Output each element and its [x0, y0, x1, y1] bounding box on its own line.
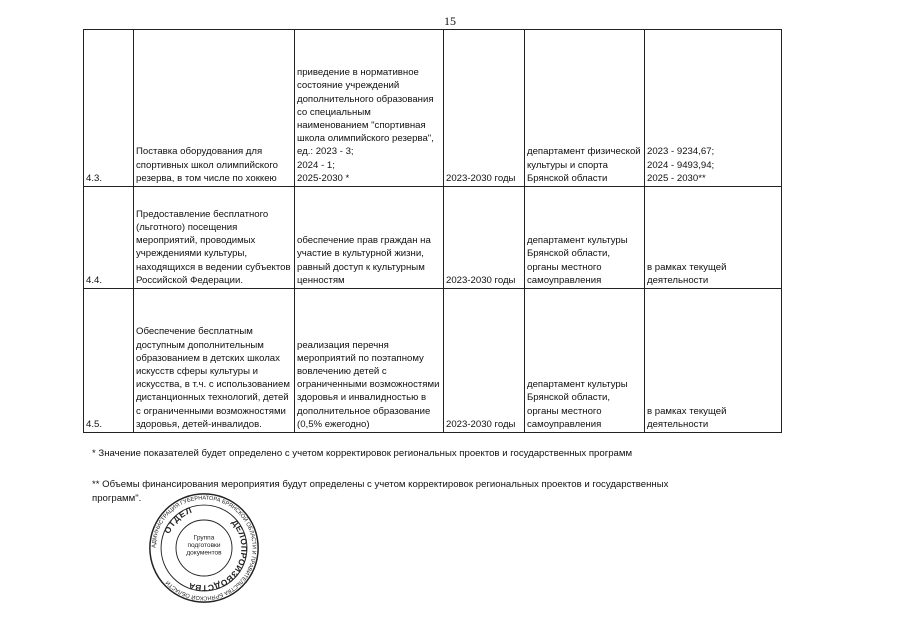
table-row [84, 30, 782, 187]
row-number: 4.3. [84, 30, 134, 187]
measure-name: Предоставление бесплатного (льготного) посещения мероприятий, проводимых учреждениями культуры, находящихся в ведении субъектов Российской Федерации. [134, 187, 295, 289]
stamp-outer-text: АДМИНИСТРАЦИЯ ГУБЕРНАТОРА БРЯНСКОЙ ОБЛАСТИ И ПРАВИТЕЛЬСТВА БРЯНСКОЙ ОБЛАСТИ [151, 495, 257, 601]
page-number: 15 [444, 14, 456, 28]
measure-executor: департамент физической культуры и спорта Брянской области [525, 30, 645, 187]
measure-indicator: реализация перечня мероприятий по поэтапному вовлечению детей с ограниченными возможностями здоровья и инвалидностью в дополнительное образование (0,5% ежегодно) [295, 289, 444, 433]
row-number: 4.5. [84, 289, 134, 433]
measure-executor: департамент культуры Брянской области, органы местного самоуправления [525, 289, 645, 433]
row-number: 4.4. [84, 187, 134, 289]
table-row [84, 289, 782, 433]
stamp-inner-text: Группа подготовки документов [186, 534, 222, 557]
stamp-department-text: ОТДЕЛ [162, 504, 194, 536]
measure-name: Обеспечение бесплатным доступным дополнительным образованием в детских школах искусств сферы культуры и искусства, в т.ч. с использованием дистанционных технологий, детей с ограниченными возможностями здоровья, детей-инвалидов. [134, 289, 295, 433]
measures-table [83, 29, 782, 433]
measure-finance: 2023 - 9234,67; 2024 - 9493,94; 2025 - 2030** [645, 30, 782, 187]
stamp-division-text: ДЕЛОПРОИЗВОДСТВА [186, 517, 250, 594]
table-row [84, 187, 782, 289]
measure-period: 2023-2030 годы [444, 187, 525, 289]
footnote-double-star: ** Объемы финансирования мероприятия будут определены с учетом корректировок региональных проектов и государственных программ". [92, 479, 669, 504]
measure-period: 2023-2030 годы [444, 289, 525, 433]
measure-finance: в рамках текущей деятельности [645, 289, 782, 433]
measure-period: 2023-2030 годы [444, 30, 525, 187]
measure-finance: в рамках текущей деятельности [645, 187, 782, 289]
measure-indicator: обеспечение прав граждан на участие в культурной жизни, равный доступ к культурным ценностям [295, 187, 444, 289]
measure-name: Поставка оборудования для спортивных школ олимпийского резерва, в том числе по хоккею [134, 30, 295, 187]
footnote-single-star: * Значение показателей будет определено с учетом корректировок региональных проектов и государственных программ [92, 448, 633, 459]
office-stamp [148, 492, 260, 604]
measure-executor: департамент культуры Брянской области, органы местного самоуправления [525, 187, 645, 289]
measure-indicator: приведение в нормативное состояние учреждений дополнительного образования со специальным наименованием "спортивная школа олимпийского резерва", ед.: 2023 - 3; 2024 - 1; 2025-2030 * [295, 30, 444, 187]
